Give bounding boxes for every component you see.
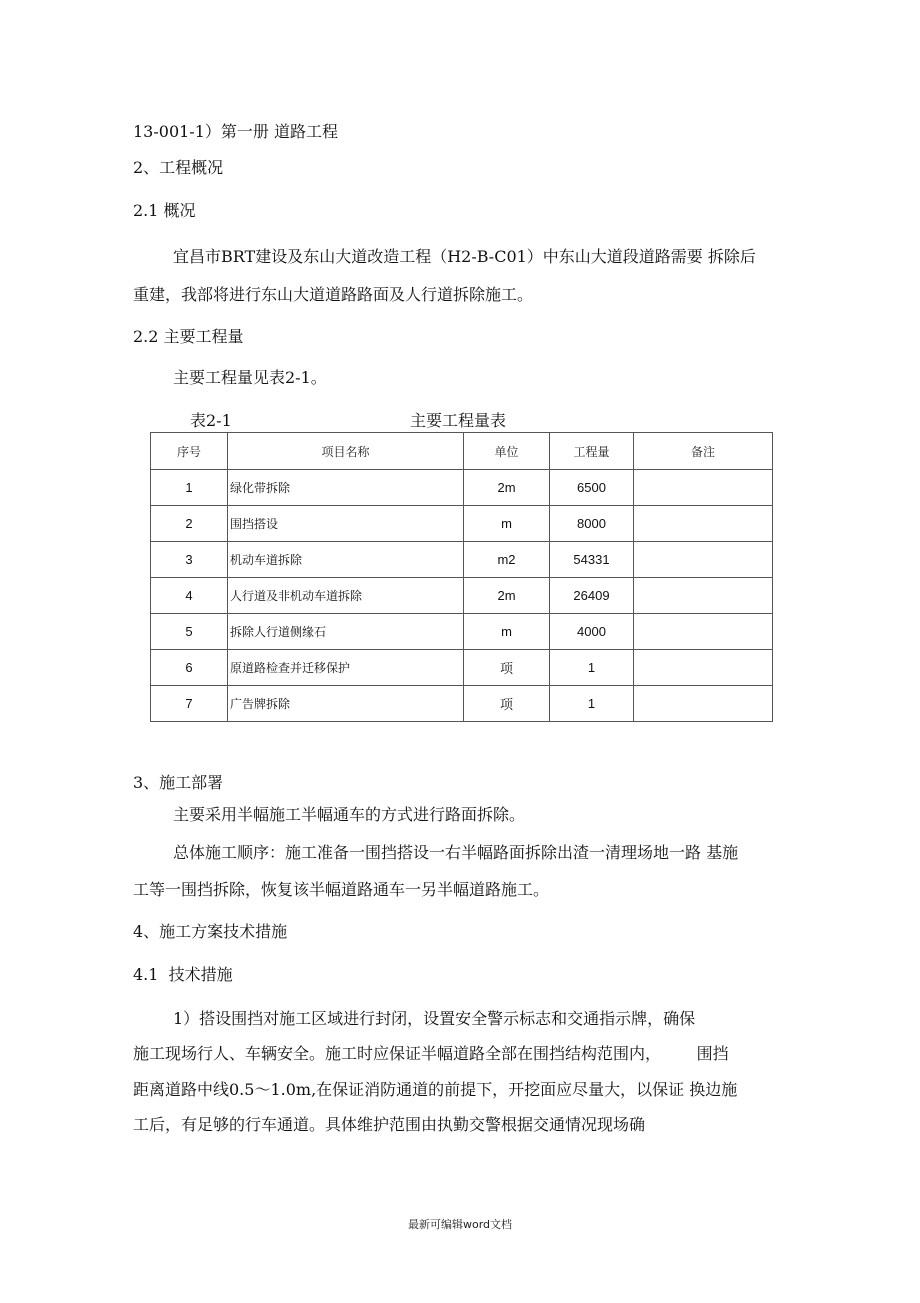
cell-unit: m [464,614,550,650]
cell-no: 1 [151,470,228,506]
paragraph-line: 总体施工顺序：施工准备一围挡搭设一右半幅路面拆除出渣一清理场地一路 基施 [173,843,739,862]
cell-unit: 2m [464,578,550,614]
cell-no: 2 [151,506,228,542]
section-heading-3: 3、施工部署 [133,773,224,792]
cell-qty: 4000 [550,614,634,650]
page-footer: 最新可编辑word文档 [407,1218,513,1231]
table-label: 表2-1 [190,411,232,430]
doc-heading-volume: 13-001-1）第一册 道路工程 [133,122,338,141]
table-row [151,578,773,614]
section-heading-4: 4、施工方案技术措施 [133,922,288,941]
section-heading-2-1: 2.1 概况 [133,201,196,220]
cell-remark [634,578,773,614]
cell-remark [634,650,773,686]
cell-unit: m2 [464,542,550,578]
paragraph-line: 施工现场行人、车辆安全。施工时应保证半幅道路全部在围挡结构范围内， 围挡 [133,1044,729,1063]
table-row [151,542,773,578]
cell-unit: 项 [464,650,550,686]
paragraph-line: 主要采用半幅施工半幅通车的方式进行路面拆除。 [173,805,526,824]
cell-name: 机动车道拆除 [228,542,464,578]
cell-name: 围挡搭设 [228,506,464,542]
cell-remark [634,470,773,506]
paragraph-line: 主要工程量见表2-1。 [173,368,327,387]
cell-no: 3 [151,542,228,578]
cell-unit: 项 [464,686,550,722]
cell-remark [634,614,773,650]
cell-remark [634,542,773,578]
header-unit: 单位 [464,433,550,470]
cell-qty: 26409 [550,578,634,614]
paragraph-line: 重建，我部将进行东山大道道路路面及人行道拆除施工。 [133,285,534,304]
section-heading-4-1: 4.1 技术措施 [133,965,233,984]
table-row [151,614,773,650]
cell-name: 人行道及非机动车道拆除 [228,578,464,614]
paragraph-line: 工后，有足够的行车通道。具体维护范围由执勤交警根据交通情况现场确 [133,1115,646,1134]
header-qty: 工程量 [550,433,634,470]
table-header-row [151,433,773,470]
cell-remark [634,686,773,722]
cell-remark [634,506,773,542]
table-row [151,686,773,722]
table-title: 主要工程量表 [410,411,507,430]
quantity-table [150,432,773,722]
cell-qty: 6500 [550,470,634,506]
cell-name: 原道路检查并迁移保护 [228,650,464,686]
paragraph-line: 距离道路中线0.5～1.0m,在保证消防通道的前提下，开挖面应尽量大，以保证 换边施 [133,1080,738,1099]
cell-name: 拆除人行道侧缘石 [228,614,464,650]
table-row [151,470,773,506]
paragraph-line: 宜昌市BRT建设及东山大道改造工程（H2-B-C01）中东山大道段道路需要 拆除后 [173,247,756,266]
cell-no: 6 [151,650,228,686]
cell-unit: m [464,506,550,542]
cell-qty: 8000 [550,506,634,542]
section-heading-2-2: 2.2 主要工程量 [133,327,244,346]
cell-unit: 2m [464,470,550,506]
paragraph-line: 1）搭设围挡对施工区域进行封闭，设置安全警示标志和交通指示牌，确保 [173,1009,696,1028]
cell-qty: 1 [550,650,634,686]
section-heading-2: 2、工程概况 [133,158,224,177]
cell-no: 7 [151,686,228,722]
cell-name: 绿化带拆除 [228,470,464,506]
cell-qty: 54331 [550,542,634,578]
cell-name: 广告牌拆除 [228,686,464,722]
cell-no: 4 [151,578,228,614]
header-no: 序号 [151,433,228,470]
paragraph-line: 工等一围挡拆除，恢复该半幅道路通车一另半幅道路施工。 [133,880,550,899]
header-name: 项目名称 [228,433,464,470]
cell-qty: 1 [550,686,634,722]
table-row [151,650,773,686]
table-row [151,506,773,542]
cell-no: 5 [151,614,228,650]
header-remark: 备注 [634,433,773,470]
